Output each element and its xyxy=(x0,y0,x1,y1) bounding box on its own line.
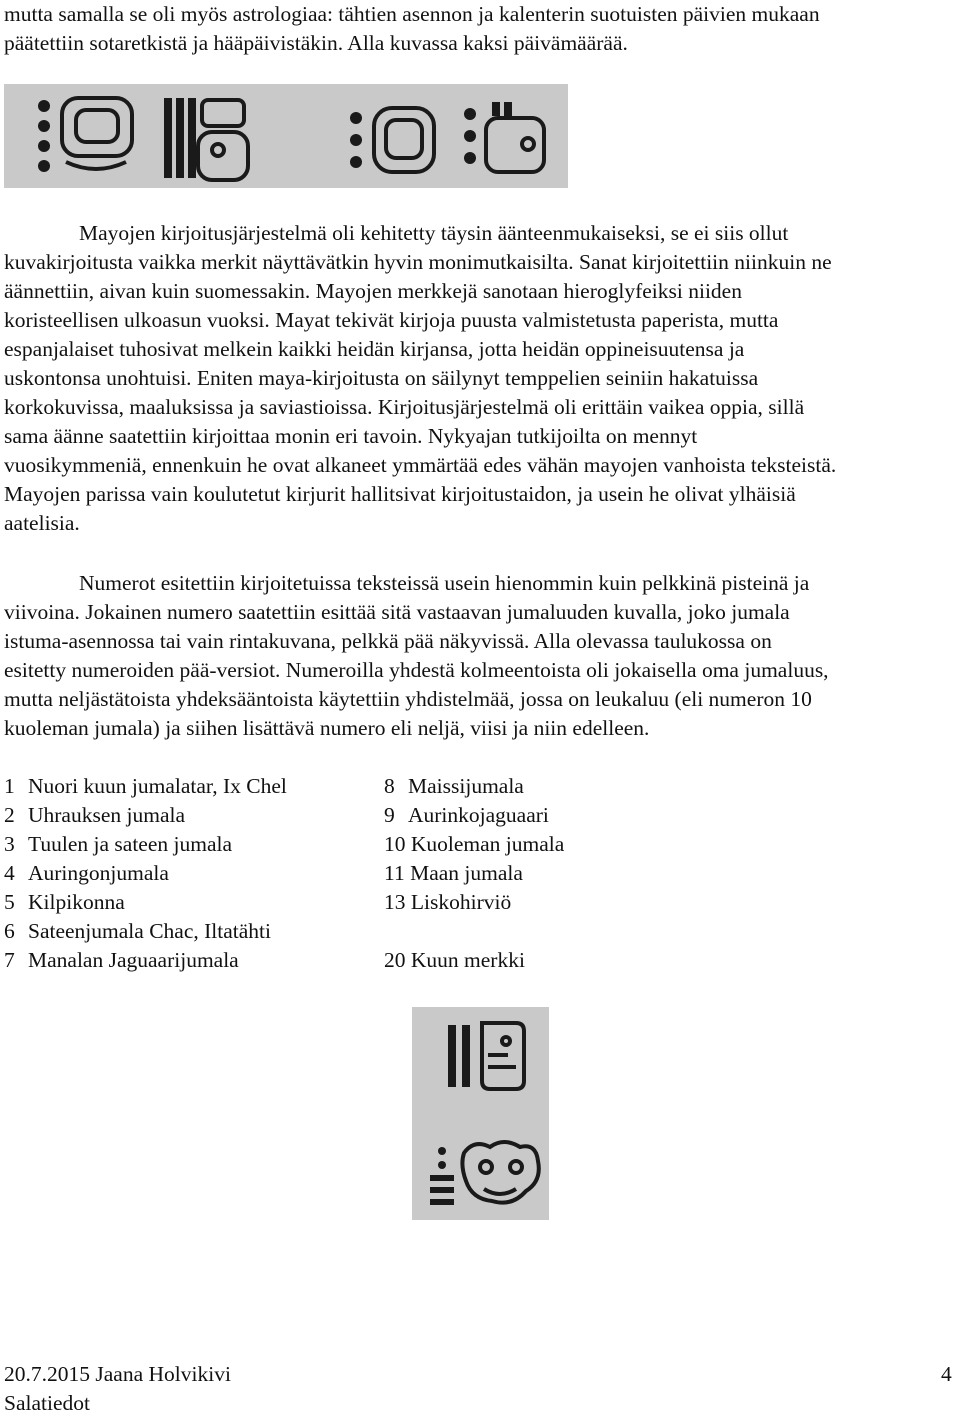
intro-line: päätettiin sotaretkistä ja hääpäivistäkin. Alla kuvassa kaksi päivämäärää. xyxy=(4,31,628,55)
list-number: 10 xyxy=(384,832,406,856)
list-number: 7 xyxy=(4,948,15,972)
list-label: Sateenjumala Chac, Iltatähti xyxy=(28,919,271,943)
list-number: 13 xyxy=(384,890,406,914)
paragraph-line: sama äänne saatettiin kirjoittaa monin eri tavoin. Nykyajan tutkijoilta on mennyt xyxy=(4,424,698,448)
list-item xyxy=(4,803,185,828)
list-label: Auringonjumala xyxy=(28,861,169,885)
list-label: Manalan Jaguaarijumala xyxy=(28,948,239,972)
paragraph-line: äännettiin, aivan kuin suomessakin. Mayojen merkkejä sanotaan hieroglyfeiksi niiden xyxy=(4,279,742,303)
paragraph-line: esitetty numeroiden pää-versiot. Numeroilla yhdestä kolmeentoista oli jokaisella oma jumaluus, xyxy=(4,658,829,682)
maya-dates-image xyxy=(4,84,568,188)
list-number: 1 xyxy=(4,774,15,798)
list-label: Maissijumala xyxy=(408,774,524,798)
list-item xyxy=(4,948,239,973)
list-item xyxy=(384,803,549,828)
paragraph-line: viivoina. Jokainen numero saatettiin esittää sitä vastaavan jumaluuden kuvalla, joko jumala xyxy=(4,600,790,624)
paragraph-line: uskontonsa unohtuisi. Eniten maya-kirjoitusta on säilynyt temppelien seiniin hakatuissa xyxy=(4,366,759,390)
paragraph-line: istuma-asennossa tai vain rintakuvana, pelkkä pää näkyvissä. Alla olevassa taulukossa on xyxy=(4,629,772,653)
paragraph-line: Numerot esitettiin kirjoitetuissa teksteissä usein hienommin kuin pelkkinä pisteinä ja xyxy=(79,571,810,595)
list-item xyxy=(384,948,525,973)
list-number: 11 xyxy=(384,861,405,885)
head-numeral-glyphs xyxy=(412,1007,549,1220)
list-label: Maan jumala xyxy=(410,861,523,885)
list-label: Aurinkojaguaari xyxy=(408,803,549,827)
list-label: Tuulen ja sateen jumala xyxy=(28,832,233,856)
list-label: Uhrauksen jumala xyxy=(28,803,186,827)
paragraph-line: Mayojen kirjoitusjärjestelmä oli kehitetty täysin äänteenmukaiseksi, se ei siis ollut xyxy=(79,221,789,245)
list-item xyxy=(384,774,524,799)
paragraph-line: kuoleman jumala) ja siihen lisättävä numero eli neljä, viisi ja niin edelleen. xyxy=(4,716,650,740)
list-item xyxy=(4,890,125,915)
page-number: 4 xyxy=(941,1362,952,1386)
head-numeral-image xyxy=(412,1007,549,1220)
list-label: Kilpikonna xyxy=(28,890,125,914)
footer-site: Salatiedot xyxy=(4,1391,90,1415)
paragraph-line: Mayojen parissa vain koulutetut kirjurit hallitsivat kirjoitustaidon, ja usein he olivat ylhäisiä xyxy=(4,482,796,506)
list-item xyxy=(4,919,271,944)
list-number: 5 xyxy=(4,890,15,914)
list-item xyxy=(384,832,564,857)
list-number: 8 xyxy=(384,774,395,798)
list-item xyxy=(384,890,511,915)
list-label: Kuun merkki xyxy=(410,948,525,972)
list-item xyxy=(4,774,287,799)
list-number: 2 xyxy=(4,803,15,827)
paragraph-line: aatelisia. xyxy=(4,511,80,535)
paragraph-line: korkokuvissa, maaluksissa ja saviastioissa. Kirjoitusjärjestelmä oli erittäin vaikea oppia, sillä xyxy=(4,395,805,419)
paragraph-line: kuvakirjoitusta vaikka merkit näyttävätkin hyvin monimutkaisilta. Sanat kirjoitettiin niinkuin ne xyxy=(4,250,832,274)
list-item xyxy=(384,861,523,886)
list-label: Kuoleman jumala xyxy=(410,832,565,856)
list-number: 4 xyxy=(4,861,15,885)
list-item xyxy=(4,861,169,886)
list-number: 9 xyxy=(384,803,395,827)
paragraph-line: koristeellisen ulkoasun vuoksi. Mayat tekivät kirjoja puusta valmistetusta paperista, mutta xyxy=(4,308,779,332)
list-item xyxy=(4,832,232,857)
paragraph-line: mutta neljästätoista yhdeksääntoista käytettiin yhdistelmää, jossa on leukaluu (eli numeron 10 xyxy=(4,687,812,711)
maya-dates-glyphs xyxy=(4,84,568,188)
intro-line: mutta samalla se oli myös astrologiaa: tähtien asennon ja kalenterin suotuisten päivien mukaan xyxy=(4,2,820,26)
list-number: 20 xyxy=(384,948,406,972)
footer-date-author: 20.7.2015 Jaana Holvikivi xyxy=(4,1362,231,1386)
list-number: 6 xyxy=(4,919,15,943)
list-label: Nuori kuun jumalatar, Ix Chel xyxy=(28,774,287,798)
list-label: Liskohirviö xyxy=(410,890,512,914)
paragraph-line: vuosikymmeniä, ennenkuin he ovat alkaneet ymmärtää edes vähän mayojen vanhoista teksteistä. xyxy=(4,453,837,477)
paragraph-line: espanjalaiset tuhosivat melkein kaikki heidän kirjansa, jotta heidän oppineisuutensa ja xyxy=(4,337,745,361)
list-number: 3 xyxy=(4,832,15,856)
